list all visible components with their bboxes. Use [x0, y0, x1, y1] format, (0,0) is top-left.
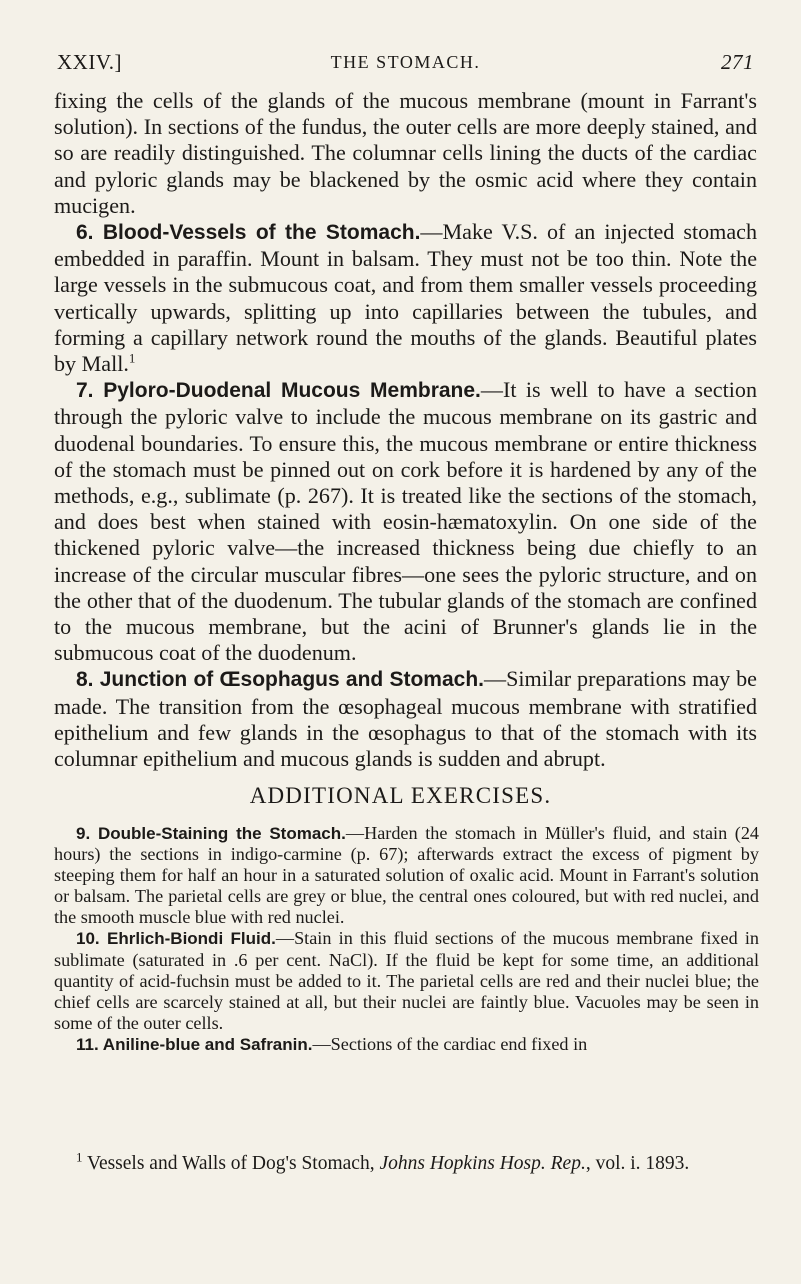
main-text [54, 88, 757, 772]
paragraph-7 [54, 377, 757, 666]
chapter-number: XXIV.] [57, 50, 123, 74]
heading-pyloro-duodenal: 7. Pyloro-Duodenal Mucous Membrane. [76, 379, 481, 403]
paragraph-8-body: —Similar preparations may be made. The transition from the œsophageal mucous membrane with stratified epithelium and few glands in the œsophagus to that of the stomach with its columnar epithelium and mucous glands is sudden and abrupt. [54, 666, 757, 772]
heading-aniline-blue: 11. Aniline-blue and Safranin. [76, 1034, 313, 1054]
heading-double-staining: 9. Double-Staining the Stomach. [76, 824, 346, 843]
paragraph-6-body: —Make V.S. of an injected stomach embedded in paraffin. Mount in balsam. They must not be too thin. Note the large vessels in the submucous coat, and from them smaller vessels proceeding vertically upwards, splitting up into capillaries between the tubules, and forming a capillary network round the mouths of the glands. Beautiful plates by Mall. [54, 219, 757, 377]
paragraph-11 [54, 1034, 759, 1055]
footnote [54, 1149, 759, 1175]
paragraph-11-body: —Sections of the cardiac end fixed in [312, 1033, 588, 1054]
running-title: THE STOMACH. [330, 52, 481, 72]
heading-junction: 8. Junction of Œsophagus and Stomach. [76, 668, 484, 692]
footnote-reference: 1 [128, 350, 136, 366]
heading-ehrlich-biondi: 10. Ehrlich-Biondi Fluid. [76, 929, 276, 949]
footnote-text: Vessels and Walls of Dog's Stomach, [82, 1153, 380, 1174]
paragraph-9-body: —Harden the stomach in Müller's fluid, and stain (24 hours) the sections in indigo-carmine (p. 67); afterwards extract the excess of pigment by steeping them for half an hour in a saturated solution of oxalic acid. Mount in Farrant's solution or balsam. The parietal cells are grey or blue, the central ones coloured, but with red nuclei, and the smooth muscle blue with red nuclei. [54, 823, 760, 928]
page-header [57, 50, 754, 80]
footnote-journal: Johns Hopkins Hosp. Rep. [379, 1153, 586, 1174]
section-title-additional-exercises: ADDITIONAL EXERCISES. [249, 783, 552, 808]
paragraph-9 [54, 823, 759, 928]
paragraph-10 [54, 928, 759, 1033]
paragraph-7-body: —It is well to have a section through the pyloric valve to include the mucous membrane on its gastric and duodenal boundaries. To ensure this, the mucous membrane or entire thickness of the stomach must be pinned out on cork before it is hardened by any of the methods, e.g., sublimate (p. 267). It is treated like the sections of the stomach, and does best when stained with eosin-hæmatoxylin. On one side of the thickened pyloric valve—the increased thickness being due chiefly to an increase of the circular muscular fibres—one sees the pyloric structure, and on the other that of the duodenum. The tubular glands of the stomach are confined to the mucous membrane, but the acini of Brunner's glands lie in the submucous coat of the duodenum. [54, 377, 757, 666]
heading-blood-vessels: 6. Blood-Vessels of the Stomach. [76, 221, 421, 245]
footnote-volume: , vol. i. 1893. [585, 1153, 690, 1174]
paragraph-6 [54, 219, 757, 377]
additional-exercises-text [54, 823, 759, 1055]
paragraph-8 [54, 666, 757, 772]
paragraph-10-body: —Stain in this fluid sections of the mucous membrane fixed in sublimate (saturated in .6 per cent. NaCl). If the fluid be kept for some time, an additional quantity of acid-fuchsin must be added to it. The parietal cells are red and their nuclei blue; the chief cells are scarcely stained at all, but their nuclei are faintly blue. Vacuoles may be seen in some of the outer cells. [54, 928, 760, 1033]
page-number: 271 [721, 50, 754, 74]
paragraph-continuation: fixing the cells of the glands of the mucous membrane (mount in Farrant's solution). In sections of the fundus, the outer cells are more deeply stained, and so are readily distinguished. The columnar cells lining the ducts of the cardiac and pyloric glands may be blackened by the osmic acid where they contain mucigen. [54, 88, 757, 218]
footnote-mark: 1 [76, 1149, 83, 1165]
